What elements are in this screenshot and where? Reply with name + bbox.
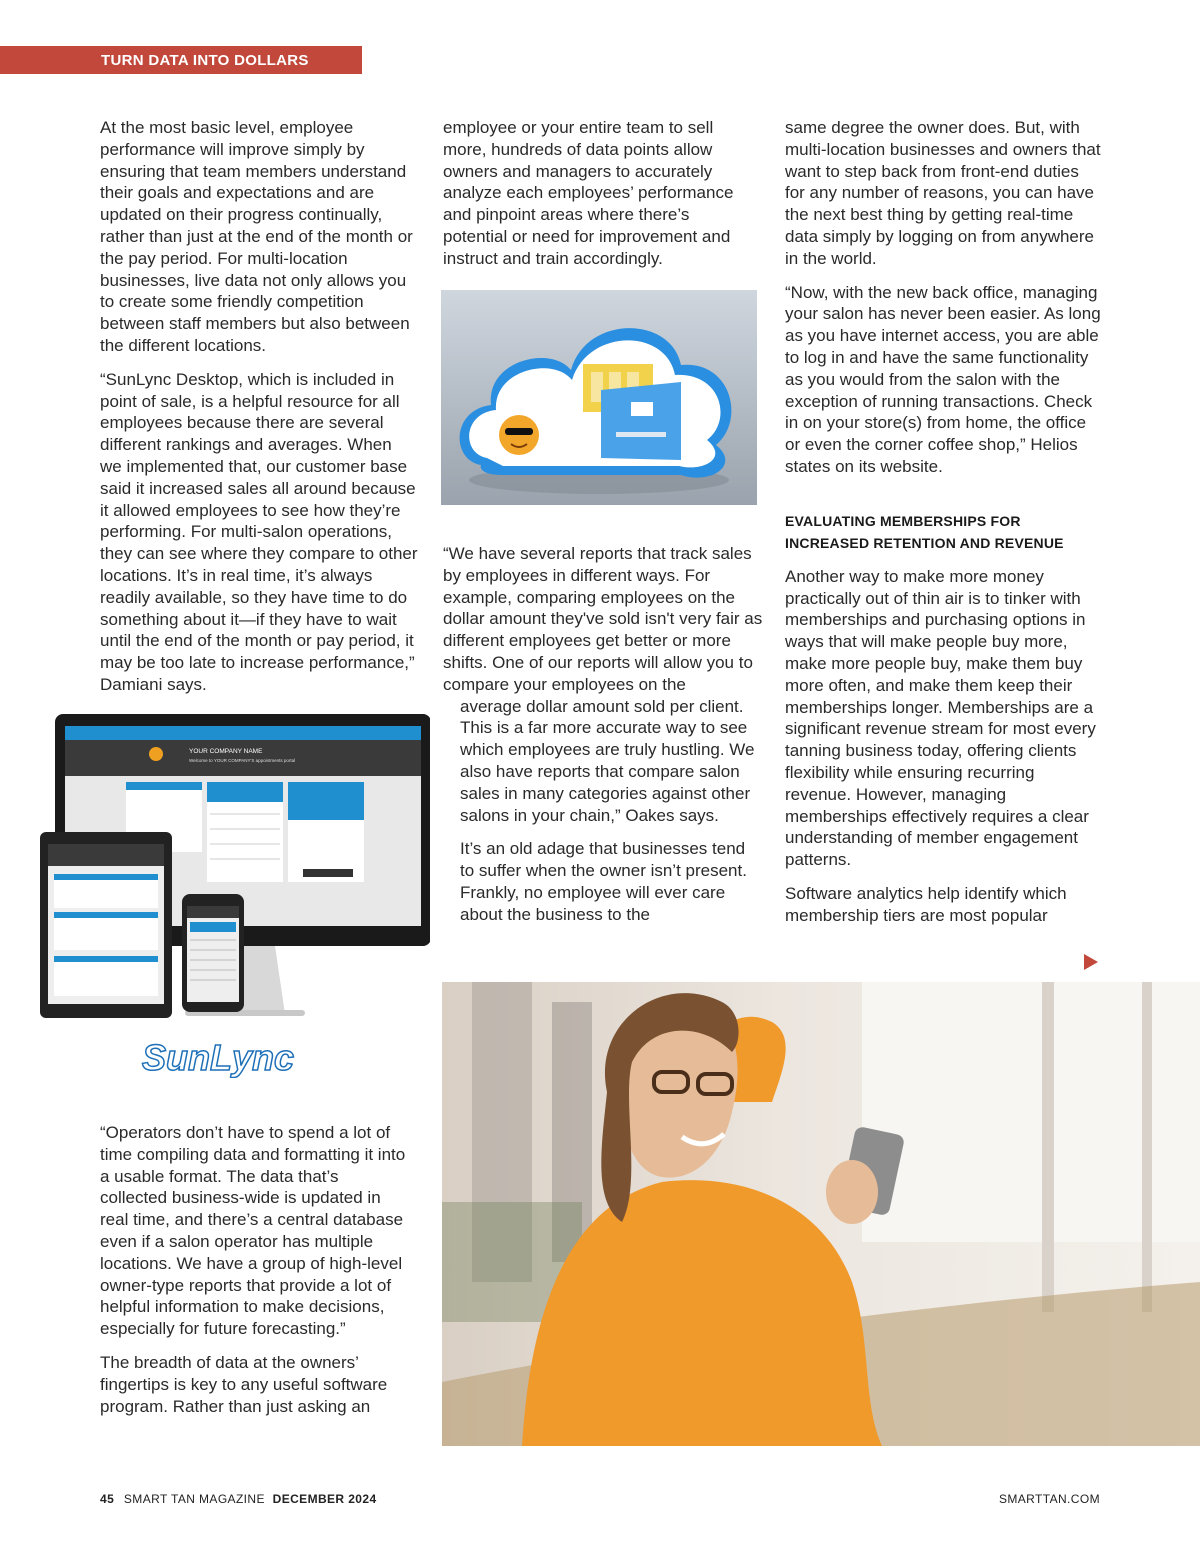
subheading-line: EVALUATING MEMBERSHIPS FOR bbox=[785, 512, 1021, 529]
column-3 bbox=[785, 117, 1103, 939]
sunlync-logo-text: SunLync bbox=[142, 1038, 295, 1078]
cloud-file-cabinet-image bbox=[441, 290, 757, 505]
section-label: TURN DATA INTO DOLLARS bbox=[101, 52, 309, 69]
paragraph: “Now, with the new back office, managing your salon has never been easier. As long as you have internet access, you are able to log in and have the same functionality as you would from the salon with the exception of running transactions. Check in on your store(s) from home, the office or even the corner coffee shop,” Helios states on its website. bbox=[785, 282, 1101, 476]
devices-image bbox=[40, 714, 430, 1020]
company-name-text: YOUR COMPANY NAME bbox=[189, 748, 263, 755]
section-banner bbox=[0, 46, 362, 74]
page-footer bbox=[100, 1492, 377, 1506]
website-link[interactable]: SMARTTAN.COM bbox=[998, 1492, 1100, 1506]
woman-with-phone-photo bbox=[442, 982, 1200, 1446]
paragraph: “We have several reports that track sales by employees in different ways. For example, comparing employees on the dollar amount they've sold isn't very fair as different employees get better or more shifts. One of our reports will allow you to compare your employees on the bbox=[443, 544, 763, 694]
page-number: 45 bbox=[100, 1492, 115, 1506]
paragraph: It’s an old adage that businesses tend to suffer when the owner isn’t present. Frankly, no employee will ever care about the business to the bbox=[460, 839, 747, 924]
subheading-line: INCREASED RETENTION AND REVENUE bbox=[785, 534, 1064, 551]
paragraph: At the most basic level, employee performance will improve simply by ensuring that team members understand their goals and expectations and are updated on their progress continually, rather than just at the end of the month or the pay period. For multi-location businesses, live data not only allows you to create some friendly competition between staff members but also between the different locations. bbox=[100, 118, 413, 355]
paragraph: Software analytics help identify which membership tiers are most popular bbox=[785, 883, 1067, 925]
column-1-top bbox=[100, 117, 418, 708]
paragraph: Another way to make more money practically out of thin air is to tinker with memberships and purchasing options in ways that will make people buy more, make more people buy, make them buy more often, and make them keep their memberships longer. Memberships are a significant revenue stream for most every tanning business today, offering clients flexibility while ensuring recurring revenue. However, managing memberships effectively requires a clear understanding of member engagement patterns. bbox=[785, 566, 1096, 870]
continue-arrow-icon bbox=[1084, 954, 1098, 970]
column-2-middle bbox=[443, 543, 763, 938]
column-2-top bbox=[443, 117, 758, 282]
section-subheading bbox=[785, 510, 1103, 554]
magazine-name: SMART TAN MAGAZINE bbox=[123, 1492, 265, 1506]
devices-illustration bbox=[40, 714, 430, 1020]
paragraph: “Operators don’t have to spend a lot of time compiling data and formatting it into a usable format. The data that’s collected business-wide is updated in real time, and there’s a central database even if a salon operator has multiple locations. We have a group of high-level owner-type reports that provide a lot of helpful information to make decisions, especially for future forecasting.” bbox=[100, 1123, 406, 1339]
column-1-bottom bbox=[100, 1122, 410, 1429]
sunlync-logo bbox=[140, 1038, 390, 1078]
woman-photo-illustration bbox=[442, 982, 1200, 1446]
cloud-illustration bbox=[441, 290, 757, 505]
paragraph: The breadth of data at the owners’ fingertips is key to any useful software program. Rather than just asking an bbox=[100, 1352, 388, 1416]
paragraph: same degree the owner does. But, with multi-location businesses and owners that want to step back from front-end duties for any number of reasons, you can have the next best thing by getting real-time data simply by logging on from anywhere in the world. bbox=[785, 118, 1101, 268]
paragraph: “SunLync Desktop, which is included in point of sale, is a helpful resource for all employees because there are several different rankings and averages. When we implemented that, our customer base said it increased sales all around because it allowed employees to see how they’re performing. For multi-salon operations, they can see where they compare to other locations. It’s in real time, it’s always readily available, so they have time to do something about it—if they have to wait until the end of the month or pay period, it may be too late to increase performance,” Damiani says. bbox=[100, 369, 418, 694]
issue-date: DECEMBER 2024 bbox=[272, 1492, 377, 1506]
welcome-text: Welcome to YOUR COMPANY'S appointments portal bbox=[189, 758, 296, 763]
paragraph: employee or your entire team to sell more, hundreds of data points allow owners and managers to accurately analyze each employees’ performance and pinpoint areas where there’s potential or need for improvement and instruct and train accordingly. bbox=[443, 118, 734, 268]
paragraph: average dollar amount sold per client. This is a far more accurate way to see which employees are truly hustling. We also have reports that compare salon sales in many categories against other salons in your chain,” Oakes says. bbox=[460, 696, 755, 825]
